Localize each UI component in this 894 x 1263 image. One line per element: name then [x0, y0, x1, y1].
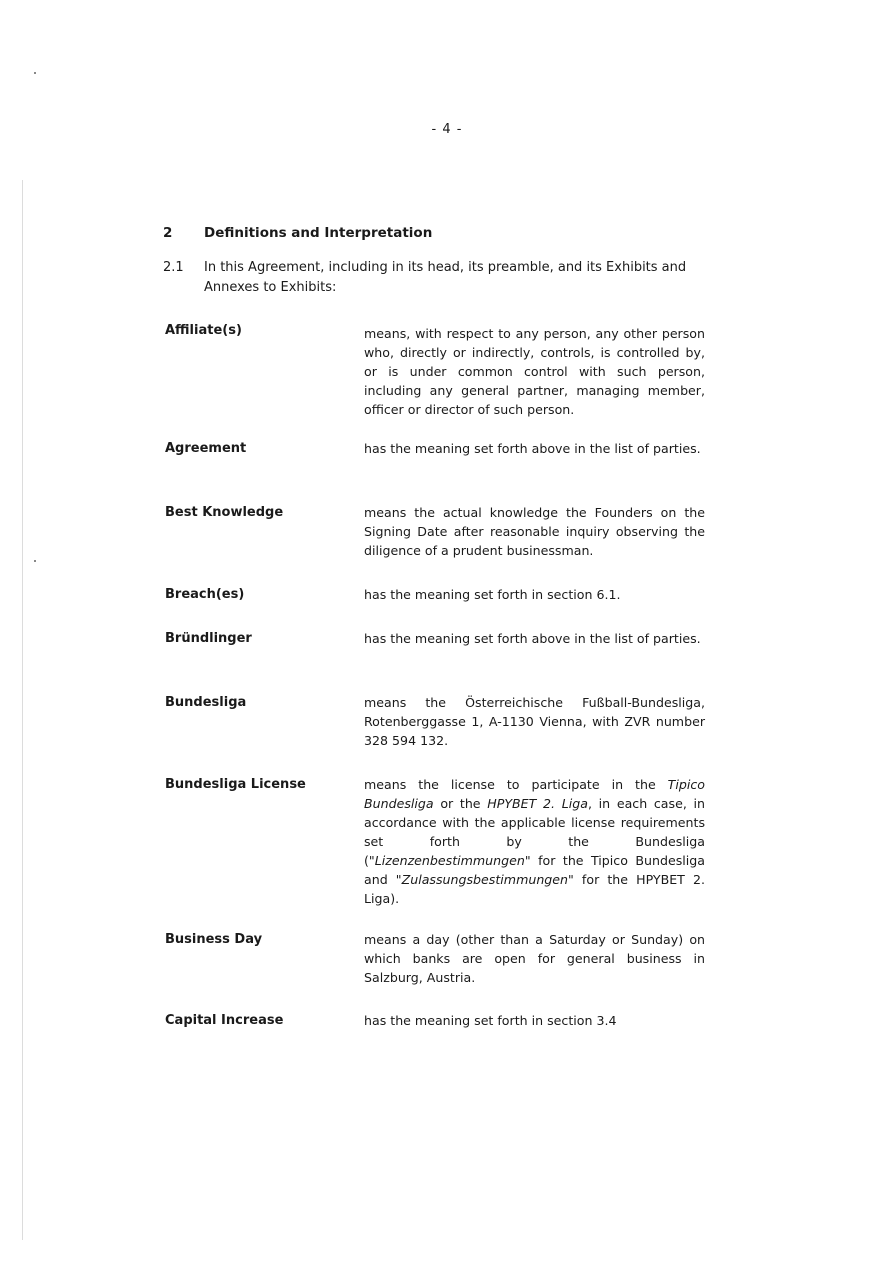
clause-text: In this Agreement, including in its head, its preamble, and its Exhibits and Annexes to Exhibits: — [204, 260, 687, 295]
meaning-text: , in each case, in accordance with the applicable license requirements set forth by the Bundesliga ( — [364, 796, 706, 868]
definition-term: Capital Increase — [165, 1013, 284, 1028]
definition-term: Business Day — [165, 932, 263, 947]
meaning-italic-text: "Lizenzenbestimmungen" — [368, 853, 531, 868]
definition-term: Breach(es) — [165, 587, 245, 602]
definition-term: Agreement — [165, 441, 247, 456]
definition-meaning: means, with respect to any person, any other person who, directly or indirectly, controls, is controlled by, or is under common control with such person, including any general partner, managing member, officer or director of such person. — [364, 326, 705, 417]
meaning-text: or the — [433, 796, 488, 811]
meaning-italic-text: Tipico Bundesliga — [364, 777, 705, 811]
section-heading — [163, 225, 754, 241]
meaning-italic-text: "Zulassungsbestimmungen" — [395, 872, 574, 887]
page-number: - 4 - — [431, 122, 463, 137]
section-title: Definitions and Interpretation — [204, 225, 433, 241]
clause-2-1 — [163, 258, 723, 298]
definition-meaning: has the meaning set forth above in the list of parties. — [364, 441, 701, 456]
definition-term: Best Knowledge — [165, 505, 284, 520]
definition-term: Affiliate(s) — [165, 323, 242, 338]
definition-meaning: has the meaning set forth above in the list of parties. — [364, 631, 701, 646]
scan-dot — [34, 72, 36, 74]
scan-margin-line — [22, 180, 23, 1240]
definition-meaning — [364, 775, 705, 908]
definition-term: Bundesliga License — [165, 777, 306, 792]
definition-meaning: means the actual knowledge the Founders on the Signing Date after reasonable inquiry observing the diligence of a prudent businessman. — [364, 505, 705, 558]
meaning-italic-text: HPYBET 2. Liga — [487, 796, 588, 811]
definition-meaning: means a day (other than a Saturday or Sunday) on which banks are open for general business in Salzburg, Austria. — [364, 932, 705, 985]
definition-meaning: has the meaning set forth in section 3.4 — [364, 1013, 617, 1028]
definition-meaning: has the meaning set forth in section 6.1. — [364, 587, 621, 602]
scan-dot — [34, 560, 36, 562]
definition-term: Bundesliga — [165, 695, 247, 710]
clause-number: 2.1 — [163, 260, 184, 275]
meaning-text: for the HPYBET 2. Liga). — [364, 872, 705, 906]
section-number: 2 — [163, 225, 173, 241]
meaning-text: means the license to participate in the — [364, 777, 668, 792]
definition-meaning: means the Österreichische Fußball-Bundesliga, Rotenberggasse 1, A-1130 Vienna, with ZVR number 328 594 132. — [364, 695, 705, 748]
meaning-text: for the Tipico Bundesliga and — [364, 853, 705, 887]
definition-term: Bründlinger — [165, 631, 252, 646]
